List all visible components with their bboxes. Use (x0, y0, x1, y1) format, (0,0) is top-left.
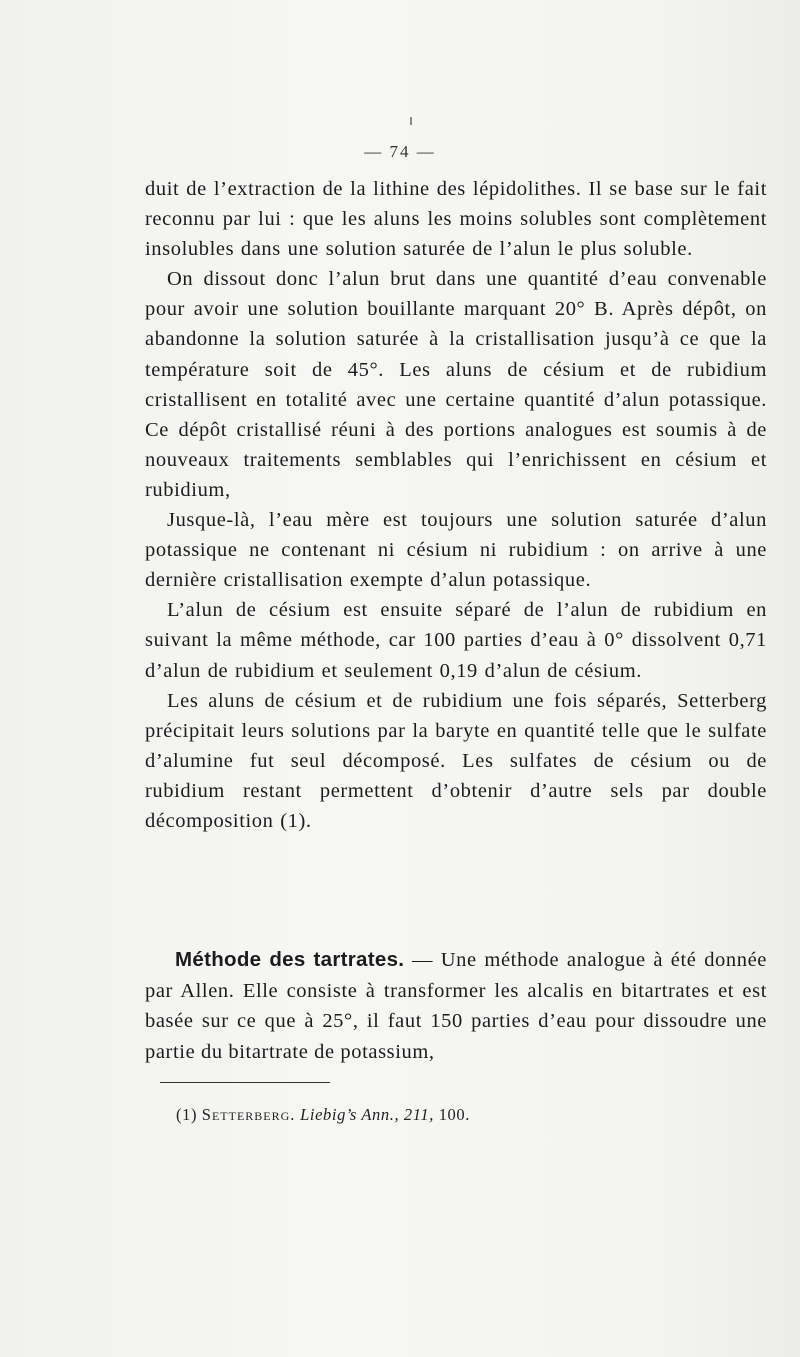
page-number: — 74 — (364, 142, 436, 161)
footnote-volume: 211, (403, 1105, 434, 1124)
footnote-author: Setterberg. (201, 1105, 296, 1124)
paragraph-3: Jusque-là, l’eau mère est toujours une solution saturée d’alun potassique ne contenant ni césium ni rubidium : on arrive à une dernière cristallisation exempte d’alun potassique. (145, 509, 767, 592)
paragraph-4: L’alun de césium est ensuite séparé de l’alun de rubidium en suivant la même méthode, car 100 parties d’eau à 0° dissolvent 0,71 d’alun de rubidium et seulement 0,19 d’alun de césium. (145, 599, 767, 682)
scan-speck (410, 117, 412, 125)
paragraph-2: On dissout donc l’alun brut dans une quantité d’eau convenable pour avoir une solution bouillante marquant 20° B. Après dépôt, on abandonne la solution saturée à la cristallisation jusqu’à ce que la température soit de 45°. Les aluns de césium et de rubidium cristallisent en totalité avec une certaine quantité d’alun potassique. Ce dépôt cristallisé réuni à des portions analogues est soumis à de nouveaux traitements semblables qui l’enrichissent en césium et rubidium, (145, 268, 767, 501)
footnote (176, 1105, 756, 1125)
section-text: — Une méthode analogue à été donnée par Allen. Elle consiste à transformer les alcalis en bitartrates et est basée sur ce que à 25°, il faut 150 parties d’eau pour dissoudre une partie du bitartrate de potassium, (145, 949, 767, 1063)
footnote-divider (160, 1082, 330, 1083)
paragraph-1: duit de l’extraction de la lithine des lépidolithes. Il se base sur le fait reconnu par lui : que les aluns les moins solubles sont complètement insolubles dans une solution saturée de l’alun le plus soluble. (145, 178, 767, 261)
section-heading: Méthode des tartrates. (175, 948, 405, 971)
footnote-marker: (1) (176, 1105, 198, 1124)
paragraph-5: Les aluns de césium et de rubidium une fois séparés, Setterberg précipitait leurs solutions par la baryte en quantité telle que le sulfate d’alumine fut seul décomposé. Les sulfates de césium ou de rubidium restant permettent d’obtenir d’autre sels par double décomposition (1). (145, 689, 767, 832)
body-text (145, 174, 767, 836)
footnote-page: 100. (438, 1105, 470, 1124)
footnote-journal: Liebig’s Ann., (300, 1105, 400, 1124)
section-tartrates (145, 945, 767, 1067)
